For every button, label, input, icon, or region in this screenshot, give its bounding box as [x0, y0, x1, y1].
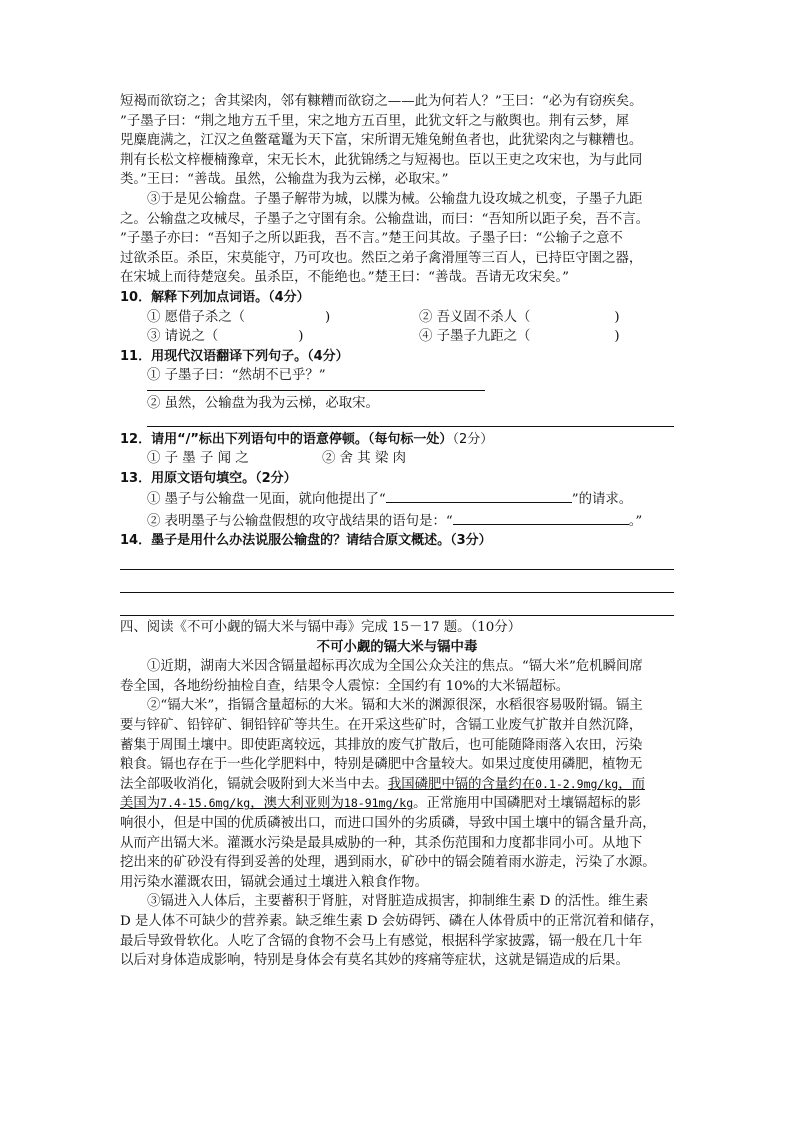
question-points: （3分）	[450, 533, 492, 549]
passage-line: 之。公输盘之攻械尽，子墨子之守圉有余。公输盘诎，而曰：“吾知所以距子矣，吾不言。	[120, 211, 650, 227]
section-heading: 四、阅读《不可小觑的镉大米与镉中毒》完成 15－17 题。（10分）	[120, 620, 522, 636]
underlined-text: 7.4-15.6mg/kg	[160, 796, 251, 811]
underlined-text: 0.1-2.9mg/kg	[535, 776, 619, 791]
question-10	[120, 288, 674, 347]
underlined-text: ，而	[618, 776, 645, 792]
answer-item-1: ① 愿借子杀之（	[147, 309, 245, 325]
passage-line: 在宋城上而待楚寇矣。虽杀臣，不能绝也。”楚王曰：“善哉。吾请无攻宋矣。”	[120, 270, 570, 286]
underlined-text: 美国为	[120, 796, 161, 812]
article-text: 。正常施用中国磷肥对土壤镉超标的影	[413, 796, 641, 812]
passage-line: 类。”王曰：“善哉。虽然，公输盘为我为云梯，必取宋。”	[120, 172, 449, 188]
article-line: ②“镉大米”，指镉含量超标的大米。镉和大米的渊源很深，水稻很容易吸附镉。镉主	[147, 698, 643, 714]
article-title: 不可小觑的镉大米与镉中毒	[316, 639, 478, 655]
pause-item-2[interactable]: ② 舍 其 梁 肉	[322, 451, 406, 467]
answer-item-3: ③ 请说之（	[147, 329, 219, 345]
question-title: 11．用现代汉语翻译下列句子。	[120, 348, 308, 364]
passage-line: ③于是见公输盘。子墨子解带为城，以牒为械。公输盘九设攻城之机变，子墨子九距	[147, 191, 643, 207]
answer-item-4: ④ 子墨子九距之（	[419, 329, 531, 345]
answer-line[interactable]	[147, 414, 674, 427]
pause-item-1[interactable]: ① 子 墨 子 闻 之	[147, 451, 249, 467]
question-12	[120, 430, 674, 469]
fill-item-1-end: ”的请求。	[571, 492, 633, 508]
article-text: 法全部吸收消化，镉就会吸附到大米当中去。	[120, 776, 388, 792]
passage-line: 短褐而欲窃之；舍其梁肉，邻有糠糟而欲窃之——此为何若人？”王曰：“必为有窃疾矣。	[120, 94, 643, 109]
answer-line[interactable]	[120, 551, 674, 570]
article-line	[120, 794, 674, 814]
question-11	[120, 347, 674, 427]
fill-blank-2[interactable]	[453, 510, 629, 525]
bracket-close: )	[325, 309, 331, 325]
question-13	[120, 469, 674, 532]
article-line: 从而产出镉大米。灌溉水污染是最具威胁的一种，其杀伤范围和力度都非同小可。从地下	[120, 835, 643, 851]
underlined-text: ，澳大利亚则为	[250, 796, 344, 812]
article-line: D 是人体不可缺少的营养素。缺乏维生素 D 会妨碍钙、磷在人体骨质中的正常沉着和储存，	[120, 913, 664, 929]
translate-item-2: ② 虽然，公输盘为我为云梯，必取宋。	[147, 395, 379, 411]
article-line: ①近期，湖南大米因含镉量超标再次成为全国公众关注的焦点。“镉大米”危机瞬间席	[147, 659, 643, 675]
passage-line: 过欲杀臣。杀臣，宋莫能守，乃可攻也。然臣之弟子禽滑厘等三百人，已持臣守圉之器，	[120, 250, 643, 266]
translate-item-1: ① 子墨子曰：“然胡不已乎？”	[147, 368, 326, 384]
question-points: （2分）	[452, 431, 494, 447]
underlined-text: 18-91mg/kg	[343, 796, 414, 811]
article-line: 以后对身体造成影响，特别是身体会有莫名其妙的疼痛等症状，这就是镉造成的后果。	[120, 953, 629, 969]
question-title: 10．解释下列加点词语。	[120, 289, 269, 305]
exam-page	[120, 92, 674, 971]
article-line: 响很小，但是中国的优质磷被出口，而进口国外的劣质磷，导致中国土壤中的镉含量升高，	[120, 816, 656, 831]
passage-paragraph-3	[120, 190, 674, 288]
underlined-text: 我国磷肥中镉的含量约在	[387, 776, 536, 792]
article-line: ③镉进入人体后，主要蓄积于肾脏，对肾脏造成损害，抑制维生素 D 的活性。维生素	[147, 894, 649, 910]
passage-line: 兕麋鹿满之，江汉之鱼鳖鼋鼍为天下富，宋所谓无雉兔鲋鱼者也，此犹梁肉之与糠糟也。	[120, 133, 643, 149]
passage-line: ”子墨子曰：“荆之地方五千里，宋之地方五百里，此犹文轩之与敝舆也。荆有云梦，犀	[120, 113, 630, 129]
bracket-close: )	[614, 309, 620, 325]
question-points: （4分）	[307, 348, 349, 364]
question-title: 14．墨子是用什么办法说服公输盘的？请结合原文概述。	[120, 533, 451, 549]
article-line: 挖出来的矿砂没有得到妥善的处理，遇到雨水，矿砂中的镉会随着雨水游走，污染了水源。	[120, 855, 656, 871]
question-points: （2分）	[255, 470, 297, 486]
article-line: 卷全国，各地纷纷抽检自查，结果令人震惊：全国约有 10%的大米镉超标。	[120, 678, 570, 694]
answer-line[interactable]	[120, 570, 674, 593]
fill-item-1: ① 墨子与公输盘一见面，就向他提出了“	[147, 492, 386, 508]
question-title: 13．用原文语句填空。	[120, 470, 256, 486]
answer-item-2: ② 吾义固不杀人（	[419, 309, 531, 325]
question-points: （4分）	[268, 289, 310, 305]
question-14	[120, 531, 674, 616]
question-title: 12．请用“/”标出下列语句中的语意停顿。（每句标一处）	[120, 431, 453, 447]
fill-item-2: ② 表明墨子与公输盘假想的攻守战结果的语句是：“	[147, 513, 453, 529]
passage-paragraph-2	[120, 92, 674, 190]
bracket-close: )	[614, 329, 620, 345]
fill-blank-1[interactable]	[386, 488, 572, 503]
article-line: 最后导致骨软化。人吃了含镉的食物不会马上有感觉，根据科学家披露，镉一般在几十年	[120, 933, 643, 949]
article-line: 要与锌矿、铅锌矿、铜铅锌矿等共生。在开采这些矿时，含镉工业废气扩散并自然沉降，	[120, 718, 643, 734]
article-line	[120, 775, 674, 795]
answer-line[interactable]	[120, 593, 674, 616]
bracket-close: )	[298, 329, 304, 345]
section-4	[120, 618, 674, 971]
article-line: 粮食。镉也存在于一些化学肥料中，特别是磷肥中含量较大。如果过度使用磷肥，植物无	[120, 757, 643, 773]
passage-line: ”子墨子亦曰：“吾知子之所以距我，吾不言。”楚王问其故。子墨子曰：“公输子之意不	[120, 231, 623, 247]
article-line: 蓄集于周围土壤中。即使距离较远，其排放的废气扩散后，也可能随降雨落入农田，污染	[120, 737, 643, 753]
passage-line: 荆有长松文梓楩楠豫章，宋无长木，此犹锦绣之与短褐也。臣以王吏之攻宋也，为与此同	[120, 152, 643, 168]
answer-line[interactable]	[147, 386, 485, 391]
fill-item-2-end: 。”	[628, 513, 643, 529]
article-line: 用污染水灌溉农田，镉就会通过土壤进入粮食作物。	[120, 874, 428, 890]
